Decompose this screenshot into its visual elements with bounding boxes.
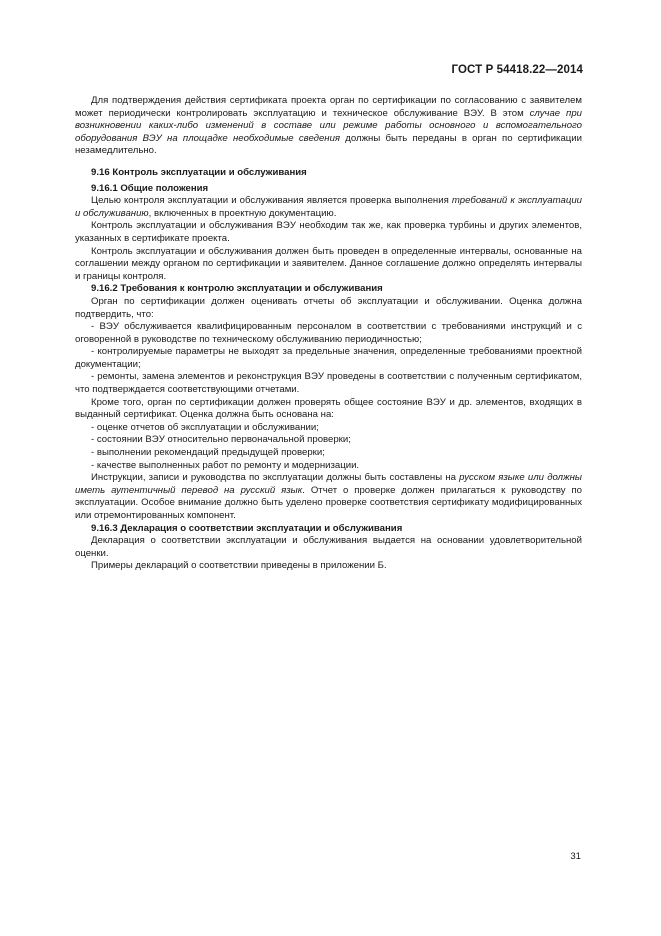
s9161-paragraph-1 xyxy=(75,195,582,220)
s9162-list-item-2: - контролируемые параметры не выходят за предельные значения, определенные требованиями проектной документации; xyxy=(75,346,582,370)
s9162-paragraph-1: Орган по сертификации должен оценивать отчеты об эксплуатации и обслуживании. Оценка должна подтвердить, что: xyxy=(75,295,582,320)
section-9-16-2-title: 9.16.2 Требования к контролю эксплуатации и обслуживания xyxy=(91,283,383,295)
s9162-check-item-4: - качестве выполненных работ по ремонту и модернизации. xyxy=(91,459,360,471)
section-9-16-1-title: 9.16.1 Общие положения xyxy=(91,182,209,194)
intro-text-1: Для подтверждения действия сертификата проекта орган по сертификации по согласованию с заявителем может периодически контролировать эксплуатацию и техническое обслуживание ВЭУ. В этом xyxy=(75,95,582,119)
s9162-p3-text-c: . Отчет о проверке должен прилагаться к руководству по эксплуатации. Особое внимание должно быть уделено проверке соответствия сертификату модифицированных или отремонтированных компонент. xyxy=(75,484,582,521)
s9161-p1-text-c: , включенных в проектную документацию. xyxy=(148,207,337,219)
s9162-check-item-1: - оценке отчетов об эксплуатации и обслуживании; xyxy=(91,421,319,433)
s9163-paragraph-2: Примеры деклараций о соответствии приведены в приложении Б. xyxy=(91,560,387,572)
section-9-16-3-title: 9.16.3 Декларация о соответствии эксплуатации и обслуживания xyxy=(91,522,403,534)
s9161-p1-text-a: Целью контроля эксплуатации и обслуживания является проверка выполнения xyxy=(91,195,452,207)
s9162-list-item-3: - ремонты, замена элементов и реконструкция ВЭУ проведены в соответствии с полученным сертификатом, что подтверждается соответствующими отчетами. xyxy=(75,371,582,396)
page-number: 31 xyxy=(570,851,581,862)
s9162-list-item-1: - ВЭУ обслуживается квалифицированным персоналом в соответствии с требованиями инструкций и с оговоренной в руководстве по техническому обслуживанию периодичностью; xyxy=(75,321,582,345)
intro-paragraph xyxy=(75,95,582,158)
s9162-p3-italic: русском языке или должны иметь аутентичный перевод на русский язык xyxy=(75,472,582,496)
section-9-16-title: 9.16 Контроль эксплуатации и обслуживания xyxy=(91,166,307,178)
s9161-p1-italic: требований к эксплуатации и обслуживанию xyxy=(75,195,582,219)
s9162-paragraph-3 xyxy=(75,472,582,522)
s9162-paragraph-2: Кроме того, орган по сертификации должен проверять общее состояние ВЭУ и др. элементов, входящих в выданный сертификат. Оценка должна быть основана на: xyxy=(75,396,582,421)
s9162-check-item-3: - выполнении рекомендаций предыдущей проверки; xyxy=(91,447,325,459)
s9162-check-item-2: - состоянии ВЭУ относительно первоначальной проверки; xyxy=(91,434,351,446)
s9162-p3-text-a: Инструкции, записи и руководства по эксплуатации должны быть составлены на xyxy=(91,472,460,484)
document-code: ГОСТ Р 54418.22—2014 xyxy=(451,64,583,76)
document-body xyxy=(75,95,582,573)
intro-text-3: должны быть переданы в орган по сертификации незамедлительно. xyxy=(75,132,583,157)
s9163-paragraph-1: Декларация о соответствии эксплуатации и обслуживания выдается на основании удовлетворительной оценки. xyxy=(75,535,582,559)
intro-italic-text: случае при возникновении каких-либо изменений в составе или режиме работы основного и вспомогательного оборудования ВЭУ на площадке необходимые сведения xyxy=(75,107,582,144)
s9161-paragraph-2: Контроль эксплуатации и обслуживания ВЭУ необходим так же, как проверка турбины и других элементов, указанных в сертификате проекта. xyxy=(75,220,582,244)
s9161-paragraph-3: Контроль эксплуатации и обслуживания должен быть проведен в определенные интервалы, основанные на соглашении между органом по сертификации и заявителем. Данное соглашение должно определять интервалы и границы контроля. xyxy=(75,245,582,282)
